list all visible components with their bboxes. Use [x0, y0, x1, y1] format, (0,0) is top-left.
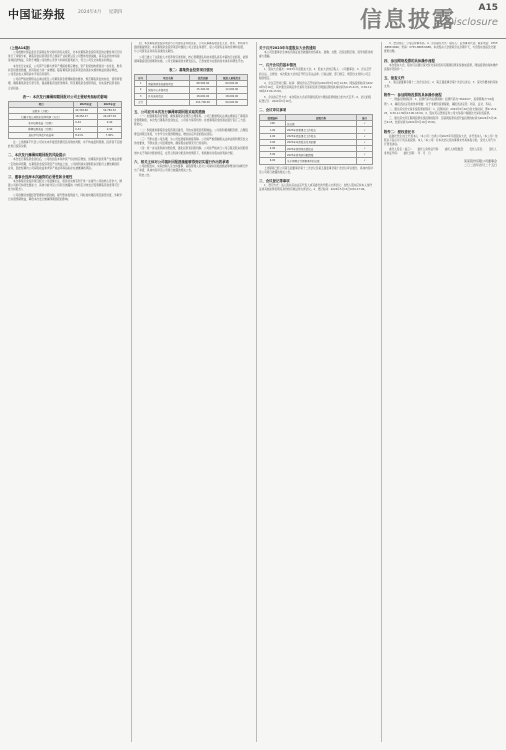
- body-paragraph: 5、会议的召开方式：本次股东大会采用现场表决与网络投票相结合的方式召开。6、会议的股权登记日：2024年5月10日。: [259, 95, 372, 103]
- table-cell: 0.40: [98, 126, 122, 132]
- table-header-cell: 项目: [9, 101, 74, 107]
- column-4: [381, 42, 500, 742]
- edition-meta: [78, 9, 128, 15]
- body-paragraph: （四）进一步完善利润分配政策，强化投资者回报机制。公司将严格执行公司章程及股东回报规划中关于利润分配的规定，在符合利润分配条件的情况下，积极推动对股东的利润分配。: [134, 147, 248, 155]
- section-heading: 附件二：授权委托书: [384, 129, 415, 134]
- signature-line: 某某股份有限公司董事会: [463, 158, 497, 163]
- table-cell: 4.00: [260, 145, 286, 151]
- edition-weekday: 星期四: [108, 10, 123, 15]
- body-paragraph: 公司根据中国证监会及深圳证券交易所的有关规定，对本次募集资金投资项目的必要性和可行性进行了审慎分析，募集资金投资项目符合国家产业政策以及公司整体发展战略，具有良好的市场前景和经济效益，有利于增强公司的核心竞争力和持续盈利能力，符合公司及全体股东的利益。: [8, 51, 122, 63]
- table-cell: 智能制造基地建设项目: [147, 81, 190, 87]
- table-cell: 2: [135, 87, 147, 93]
- body-paragraph: 二、通过深交所交易系统投票的程序：1、投票时间：2024年5月16日的交易时间，即9:15-9:25，9:30-11:30和13:00-15:00。2、股东可以登录证券公司交易客户端通过交易系统投票。: [384, 107, 498, 116]
- section-heading: 四、参加网络投票的具体操作流程: [384, 58, 435, 63]
- table-row: [9, 132, 122, 138]
- column-3: [256, 42, 375, 742]
- table-cell: 稀释每股收益（元/股）: [9, 126, 74, 132]
- table-cell: 加权平均净资产收益率: [9, 132, 74, 138]
- data-table: [134, 74, 248, 106]
- body-paragraph: 3、登记地点：公司证券事务部。4、会议联系方式：联系人：证券事务代表；联系电话：0755-8888 6666；传真：0755-8888 6688。本次股东大会现场会议会期半天，与会股东食宿及交通费用自理。: [384, 42, 498, 54]
- table-cell: √: [356, 121, 372, 127]
- masthead: [0, 0, 506, 39]
- table-header-cell: 拟投入募集资金: [216, 75, 247, 81]
- body-paragraph: （一）加强募集资金管理，确保募集资金规范合理使用。公司已根据相关法律法规制定了募集资金管理制度，本次发行募集资金到位后，公司将与保荐机构、存放募集资金的商业银行签订三方监管协议。: [134, 114, 248, 127]
- body-paragraph: （三）不断完善公司治理，为公司发展提供制度保障。公司将严格遵循相关法律法规和规范性文件的要求，不断完善公司治理结构，确保股东能够充分行使权利。: [134, 137, 248, 146]
- table-cell: 基本每股收益（元/股）: [9, 120, 74, 126]
- section-heading: 附件一：参加网络投票的具体操作流程: [384, 93, 442, 98]
- column-1: [6, 42, 124, 742]
- signature-block: [382, 159, 497, 168]
- body-paragraph: 本公司及董事会全体成员保证信息披露的内容真实、准确、完整，没有虚假记载、误导性陈述或重大遗漏。: [259, 51, 373, 59]
- table-cell: √: [356, 158, 372, 164]
- body-paragraph: 公司控股股东、实际控制人及全体董事、高级管理人员对公司填补回报措施能够得到切实履行作出了承诺，具体内容详见公司同日披露的相关公告。: [134, 164, 248, 172]
- table-cell: 12,000.00: [216, 87, 247, 93]
- body-paragraph: 兹委托先生/女士代表本人（本公司）出席公司2023年年度股东大会，并代表本人（本公司）依照以下指示对下列议案投票。本人（本公司）对本次会议表决事项未作具体指示的，受托人可代为行使表决权。: [384, 134, 498, 147]
- table-header-cell: 投资总额: [190, 75, 217, 81]
- body-paragraph: 注：上述测算不代表公司对未来年度经营情况及趋势的判断，亦不构成盈利预测，投资者不应据此进行投资决策。: [8, 140, 122, 149]
- body-paragraph: 公司已建立了完善的人才培养和引进机制，核心管理团队和技术团队具有丰富的行业经验，能够保障募投项目的顺利实施。公司长期重视技术研发投入，已形成较为完善的技术体系和研发平台。: [134, 55, 248, 63]
- table-cell: √: [356, 139, 372, 145]
- table-cell: 2023年度财务决算报告: [286, 145, 357, 151]
- body-paragraph: 本次股东大会，股东可以通过深交所交易系统和互联网投票系统参加投票，网络投票的具体操作流程详见附件一。: [384, 63, 498, 71]
- table-cell: 2.00: [260, 133, 286, 139]
- table-cell: 18,000.00: [190, 93, 217, 99]
- table-caption: 表一：本次发行摊薄即期回报对公司主要财务指标的影响: [22, 94, 108, 99]
- table-cell: 2023年度利润分配预案: [286, 152, 357, 158]
- table-cell: 0.44: [74, 126, 98, 132]
- body-paragraph: 委托人签名（盖章）： 委托人身份证号码： 委托人持股数量： 受托人签名： 受托人身份证号码： 委托日期： 年 月 日: [384, 148, 497, 156]
- table-cell: 合计: [135, 99, 147, 105]
- table-cell: 归属于母公司股东的净利润（万元）: [9, 114, 74, 120]
- table-cell: 6.00: [260, 158, 286, 164]
- table-cell: 补充流动资金: [147, 93, 190, 99]
- table-cell: 18,000.00: [216, 93, 247, 99]
- body-paragraph: 本次发行募集资金到位后，公司的总股本和净资产将会相应增加，但募集资金使用产生效益需要一定的时间周期，在募集资金投资项目产生效益之前，公司的利润实现和股东回报仍主要依赖现有业务，因此短期内公司每股收益和净资产收益率等指标存在被摊薄的风险。: [8, 158, 122, 170]
- table-cell: 101,700.00: [190, 99, 217, 105]
- body-paragraph: 上述提案已经公司第五届董事会第十二次会议及第五届监事会第十次会议审议通过，具体内容详见公司同日披露的相关公告。: [259, 166, 373, 174]
- section-heading: （上接A14版）: [8, 46, 33, 50]
- body-paragraph: 1、第五届董事会第十二次会议决议；2、第五届监事会第十次会议决议；3、深交所要求的其他文件。: [384, 81, 498, 89]
- table-cell: 1: [135, 81, 147, 87]
- table-row: [135, 99, 248, 105]
- body-paragraph: 本次募集资金投资项目经过公司谨慎论证，项目的实施有利于进一步提升公司的核心竞争力，增强公司的可持续发展能力，具体分析详见公司同日披露的《向特定对象发行股票募集资金使用可行性分析报告》。: [8, 179, 122, 192]
- section-heading: 五、备查文件: [384, 76, 405, 81]
- section-heading: 三、董事会选择本次融资的必要性和合理性: [8, 174, 73, 179]
- section-title: 信息披露: [360, 8, 457, 33]
- table-cell: 8.21%: [74, 132, 98, 138]
- table-cell: 2023年度监事会工作报告: [286, 133, 357, 139]
- section-heading: 关于召开2023年年度股东大会的通知: [259, 46, 316, 50]
- section-heading: 六、相关主体对公司填补回报措施能够得到切实履行作出的承诺: [134, 159, 229, 164]
- body-paragraph: 四、本次募集资金投资项目与公司现有业务的关系，公司从事募投项目在人员、技术、市场等方面的储备情况。本次募集资金投资项目均围绕公司主营业务展开，是公司现有业务的延伸和拓展，与公司现有业务具有高度的关联性。: [134, 42, 248, 54]
- table-cell: 2023年度董事会工作报告: [286, 127, 357, 133]
- table-cell: 1.00: [260, 127, 286, 133]
- table-cell: √: [356, 127, 372, 133]
- body-paragraph: 一、网络投票的程序：1、投票代码与投票简称：投票代码为“36XXXX”，投票简称为“XX投票”。2、填报表决意见或选举票数：对于非累积投票提案，填报表决意见：同意、反对、弃权。: [384, 98, 495, 106]
- edition-date: 2024年4月: [78, 10, 102, 15]
- body-paragraph: 特此公告。: [139, 174, 152, 178]
- table-cell: 60,000.00: [216, 81, 247, 87]
- data-table: [259, 114, 373, 165]
- table-header-cell: 2024年度: [98, 101, 122, 107]
- article-columns: [6, 42, 500, 742]
- table-header-cell: 项目名称: [147, 75, 190, 81]
- table-header-cell: 提案名称: [286, 115, 357, 121]
- table-cell: 68,500.00: [190, 81, 217, 87]
- body-paragraph: 公司将严格按照相关法律法规及公司募集资金管理制度的要求，规范募集资金的存放、使用和管理，确保募集资金专款专用，提高募集资金使用效率，防范募集资金使用风险，切实保护投资者的合法权益。: [8, 78, 122, 90]
- column-2: [131, 42, 250, 742]
- table-cell: 总股本（万股）: [9, 108, 74, 114]
- table-cell: 研发中心升级项目: [147, 87, 190, 93]
- section-heading: 五、公司应对本次发行摊薄即期回报采取的措施: [134, 109, 206, 114]
- table-row: [260, 158, 373, 164]
- table-cell: 100: [260, 121, 286, 127]
- table-cell: 关于续聘会计师事务所的议案: [286, 158, 357, 164]
- table-header-cell: 提案编码: [260, 115, 286, 121]
- body-paragraph: 4、会议召开的日期、时间：现场会议召开时间为2024年5月16日14:30；网络投票时间为2024年5月16日，其中通过深圳证券交易所交易系统进行网络投票的具体时间为9:15-9:25，9:30-11:30和13:00-15:00。: [259, 82, 373, 94]
- table-cell: 50,782.32: [98, 108, 122, 114]
- section-heading: 一、召开会议的基本情况: [259, 63, 297, 68]
- table-cell: [147, 99, 190, 105]
- table-cell: √: [356, 145, 372, 151]
- table-cell: 5.00: [260, 152, 286, 158]
- table-cell: 3: [135, 93, 147, 99]
- data-table: [8, 101, 122, 139]
- table-cell: 90,000.00: [216, 99, 247, 105]
- body-paragraph: 公司将继续加强经营管理和内部控制，提升整体盈利能力，同时加快募投项目建设进度，争取早日实现预期效益，降低本次发行摊薄即期回报的影响。: [8, 193, 122, 201]
- table-header-cell: 2023年度: [74, 101, 98, 107]
- table-cell: √: [356, 133, 372, 139]
- table-cell: 7.36%: [98, 132, 122, 138]
- page-number: A15: [478, 3, 498, 13]
- table-cell: √: [356, 152, 372, 158]
- body-paragraph: 本次发行完成后，公司资产总额与净资产规模将相应增加，资产负债结构得到进一步优化，财务状况将更加稳健，抗风险能力进一步增强。随着募集资金投资项目的逐步实施和效益的逐步释放，公司营业收入和利润水平将有所提升。: [8, 64, 122, 77]
- signature-line: 二〇二四年四月二十五日: [463, 163, 497, 168]
- table-cell: 总议案: [286, 121, 357, 127]
- table-cell: 0.44: [74, 120, 98, 126]
- table-cell: 0.40: [98, 120, 122, 126]
- table-caption: 表二：募集资金投资项目情况: [168, 68, 214, 73]
- section-heading: 三、会议登记等事项: [259, 178, 290, 183]
- table-header-cell: 备注: [356, 115, 372, 121]
- newspaper-logo: 中国证券报: [8, 8, 66, 21]
- body-paragraph: 三、通过深交所互联网投票系统投票的程序：互联网投票系统开始投票的时间为2024年5月16日9:15，结束时间为2024年5月16日15:00。: [384, 117, 497, 125]
- table-cell: 3.00: [260, 139, 286, 145]
- section-heading: 二、本次发行摊薄即期回报的风险提示: [8, 153, 66, 158]
- table-cell: 20,297.39: [98, 114, 122, 120]
- table-cell: 15,200.00: [190, 87, 217, 93]
- table-header-cell: 序号: [135, 75, 147, 81]
- section-subtitle: Disclosure: [446, 17, 498, 28]
- table-cell: 18,452.17: [74, 114, 98, 120]
- section-heading: 二、会议审议事项: [259, 108, 287, 113]
- body-paragraph: 1、登记方式：法人股东应由法定代表人或其委托的代理人出席会议；自然人股东应持本人身份证或其他能够表明其身份的有效证件出席会议。2、登记时间：2024年5月13日9:00-17:00。: [259, 183, 372, 192]
- table-cell: 42,318.60: [74, 108, 98, 114]
- body-paragraph: （二）积极推进募集资金投资项目建设，尽快实现项目预期效益。公司将积极调配资源，合理统筹安排项目进度，力争早日实现预期效益，增加以后年度的股东回报。: [134, 128, 248, 136]
- table-cell: 2023年年度报告及其摘要: [286, 139, 357, 145]
- body-paragraph: 1、股东大会届次：2023年年度股东大会。2、股东大会的召集人：公司董事会。3、会议召开的合法、合规性：本次股东大会的召开符合有关法律、行政法规、部门规章、规范性文件和公司章程的规定。: [259, 68, 372, 80]
